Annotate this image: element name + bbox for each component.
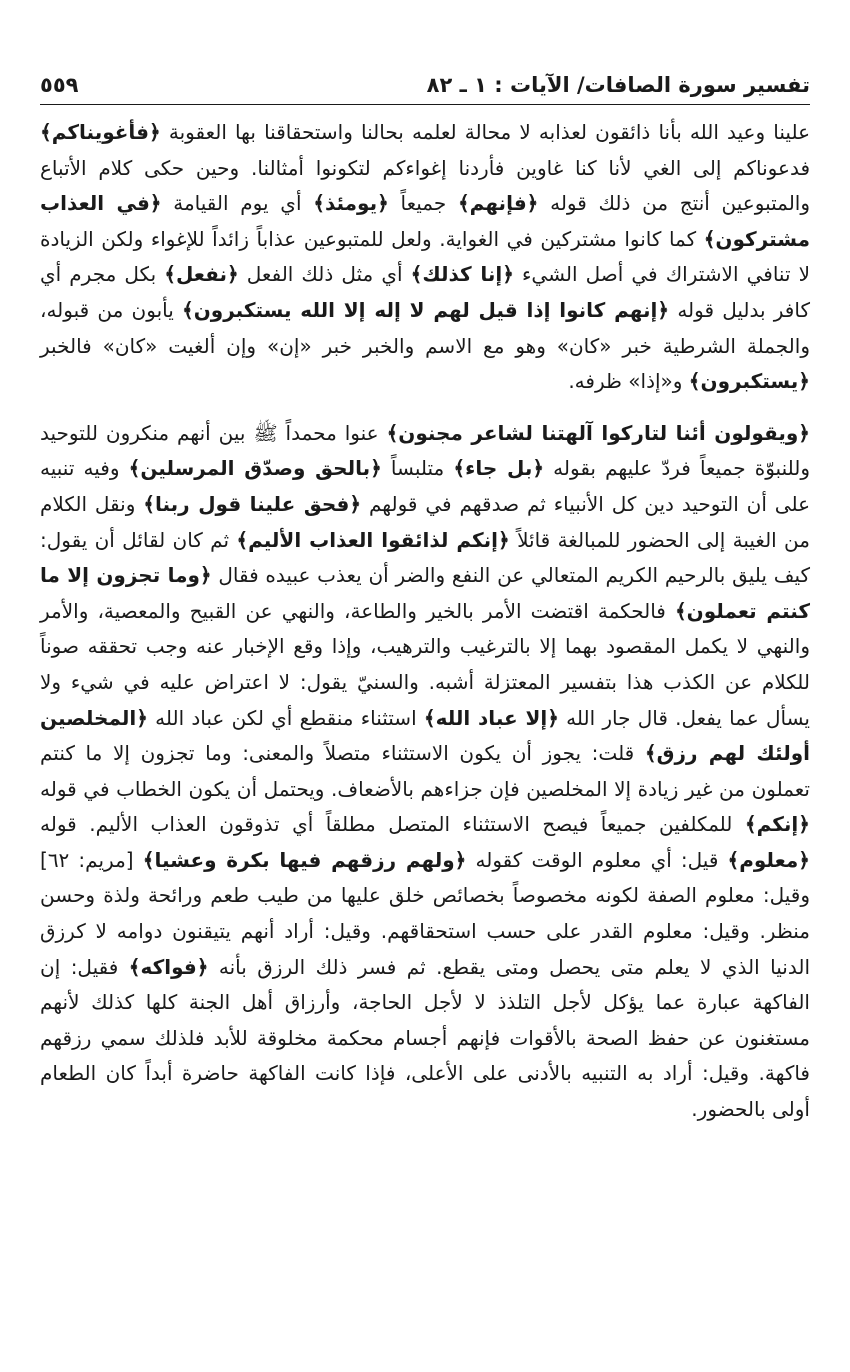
commentary-text: ثم كان لقائل أن يقول: كيف يليق بالرحيم الكريم المتعالي عن النفع والضر أن يعذب عبيده فقال [40, 527, 810, 588]
quran-quote: ﴿بالحق وصدّق المرسلين﴾ [128, 456, 382, 481]
commentary-text: فالحكمة اقتضت الأمر بالخير والطاعة، والنهي عن القبيح والمعصية، والأمر والنهي لا يكمل المقصود بهما إلا بالترغيب والترهيب، وإذا وقع الإخبار عنه وجب تحققه صوناً للكلام عن الكذب هذا بتفسير المعتزلة أشبه. والسنيّ يقول: لا اعتراض عليه في شيء ولا يسأل عما يفعل. قال جار الله [40, 598, 810, 730]
paragraph [40, 416, 810, 1128]
quran-quote: ﴿ويقولون أئنا لتاركوا آلهتنا لشاعر مجنون﴾ [386, 420, 810, 445]
quran-quote: ﴿إنكم﴾ [744, 812, 810, 837]
commentary-text: جميعاً [388, 191, 458, 216]
commentary-text: يأبون من قبوله، والجملة الشرطية خبر «كان» وهو مع الاسم والخبر خبر «إن» وإن ألغيت «كان» فالخبر [40, 297, 810, 358]
header-title: تفسير سورة الصافات/ الآيات : ١ ـ ٨٢ [426, 73, 810, 97]
quran-quote: ﴿بل جاء﴾ [453, 456, 545, 481]
body-text [40, 115, 810, 1128]
commentary-text: للمكلفين جميعاً فيصح الاستثناء المتصل مطلقاً أي تذوقون العذاب الأليم. قوله [40, 812, 745, 837]
quran-quote: ﴿إنهم كانوا إذا قيل لهم لا إله إلا الله يستكبرون﴾ [182, 297, 670, 322]
commentary-text: علينا وعيد الله بأنا ذائقون لعذابه لا محالة لعلمه بحالنا واستحقاقنا بها العقوبة [160, 120, 810, 144]
quran-quote: ﴿المخلصين أولئك لهم رزق﴾ [40, 705, 810, 766]
commentary-text: قيل: أي معلوم الوقت كقوله [466, 847, 728, 872]
quran-quote: ﴿نفعل﴾ [164, 262, 239, 287]
commentary-text: فدعوناكم إلى الغي لأنا كنا غاوين فأردنا إغواءكم لتكونوا أمثالنا. وحين حكى كلام الأتباع والمتبوعين أنتج من ذلك قوله [40, 155, 811, 216]
book-page [40, 70, 810, 1332]
quran-quote: ﴿يستكبرون﴾ [688, 369, 810, 394]
quran-quote: ﴿فحق علينا قول ربنا﴾ [143, 491, 362, 516]
commentary-text: [مريم: ٦٢] وقيل: معلوم الصفة لكونه مخصوصاً بخصائص خلق عليها من طيب طعم ورائحة ولذة وحسن منظر. وقيل: معلوم القدر على حسب استحقاقهم. وقيل: أراد أنهم يتيقنون دوامه لا كرزق الدنيا الذي لا يعلم متى يحصل ومتى يقطع. ثم فسر ذلك الرزق بأنه [40, 847, 810, 979]
quran-quote: ﴿ولهم رزقهم فيها بكرة وعشيا﴾ [142, 847, 467, 872]
quran-quote: ﴿فواكه﴾ [128, 954, 209, 979]
quran-quote: ﴿فأغويناكم﴾ [40, 120, 161, 144]
quran-quote: ﴿يومئذ﴾ [313, 191, 389, 216]
quran-quote: ﴿في العذاب مشتركون﴾ [40, 191, 810, 251]
header-divider [40, 104, 810, 105]
commentary-text: قلت: يجوز أن يكون الاستثناء متصلاً والمعنى: وما تجزون إلا ما كنتم تعملون من غير زيادة إلا المخلصين فإن جزاءهم بالأضعاف. ويحتمل أن يكون الخطاب في قوله [40, 741, 810, 801]
quran-quote: ﴿إنكم لذائقوا العذاب الأليم﴾ [236, 527, 510, 552]
commentary-text: متلبساً [381, 456, 454, 481]
commentary-text: أي يوم القيامة [161, 191, 314, 216]
page-number: ٥٥٩ [40, 73, 79, 97]
commentary-text: ونقل الكلام من الغيبة إلى الحضور للمبالغة قائلاً [40, 491, 810, 552]
quran-quote: ﴿إلا عباد الله﴾ [423, 705, 559, 730]
commentary-text: وفيه تنبيه على أن التوحيد دين كل الأنبياء ثم صدقهم في قولهم [40, 456, 810, 516]
running-header [40, 70, 810, 104]
quran-quote: ﴿إنا كذلك﴾ [410, 262, 514, 287]
commentary-text: فقيل: إن الفاكهة عبارة عما يؤكل لأجل التلذذ لا لأجل الحاجة، وأرزاق أهل الجنة كلها كذلك لأنهم مستغنون عن حفظ الصحة بالأقوات فإنهم أجسام محكمة مخلوقة للأبد فلذلك سمي رزقهم فاكهة. وقيل: أراد به التنبيه بالأدنى على الأعلى، فإذا كانت الفاكهة حاضرة أبداً كان الطعام أولى بالحضور. [40, 954, 810, 1122]
quran-quote: ﴿معلوم﴾ [727, 847, 810, 872]
quran-quote: ﴿وما تجزون إلا ما كنتم تعملون﴾ [40, 563, 810, 623]
commentary-text: و«إذا» ظرفه. [568, 369, 689, 394]
commentary-text: أي مثل ذلك الفعل [238, 262, 411, 287]
paragraph [40, 115, 810, 400]
quran-quote: ﴿فإنهم﴾ [457, 191, 539, 216]
commentary-text: بكل مجرم أي كافر بدليل قوله [40, 262, 810, 322]
commentary-text: عنوا محمداً ﷺ بين أنهم منكرون للتوحيد وللنبوّة جميعاً فردّ عليهم بقوله [40, 420, 811, 481]
commentary-text: استثناء منقطع أي لكن عباد الله [147, 705, 424, 730]
commentary-text: كما كانوا مشتركين في الغواية. ولعل للمتبوعين عذاباً زائداً للإغواء ولكن الزيادة لا تنافي الاشتراك في أصل الشيء [40, 226, 811, 287]
